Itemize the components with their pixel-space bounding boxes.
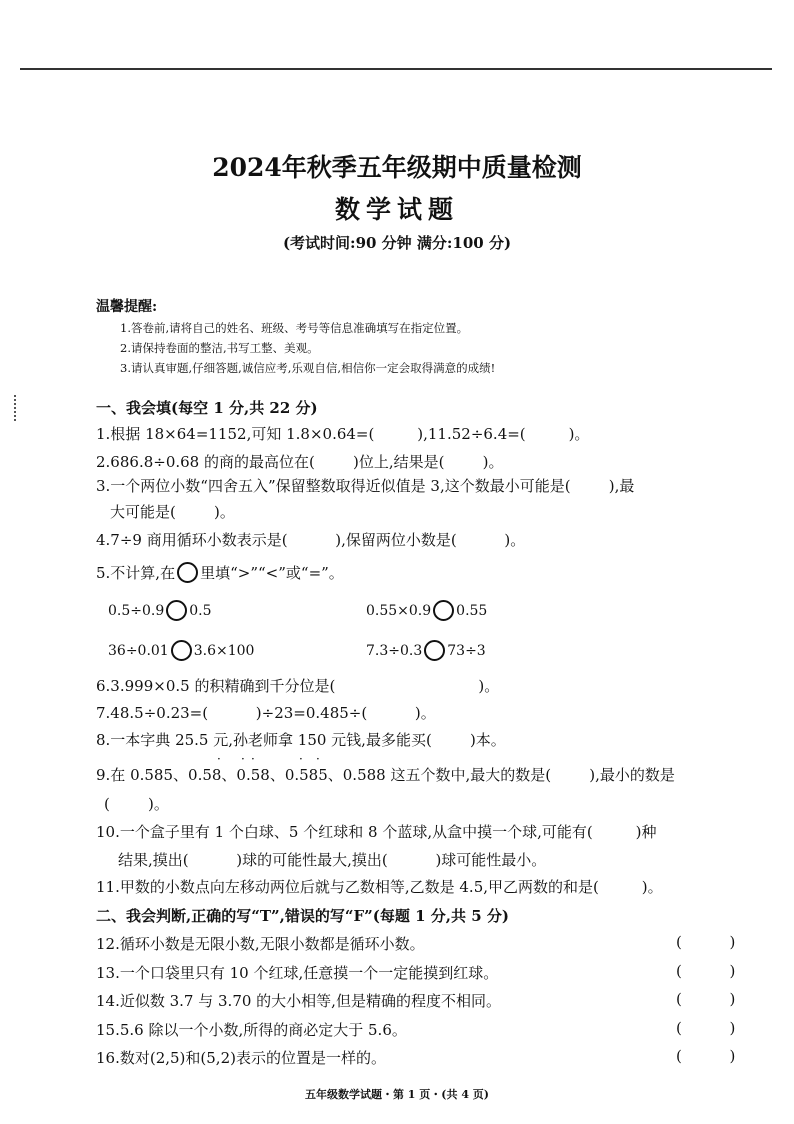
question-3-line-2: 大可能是( )。: [110, 503, 235, 521]
page-footer: 五年级数学试题・第 1 页・(共 4 页): [304, 1088, 490, 1101]
question-16: 16.数对(2,5)和(5,2)表示的位置是一样的。: [96, 1049, 386, 1067]
exam-info: (考试时间:90 分钟 满分:100 分): [282, 234, 512, 252]
question-3-line-1: 3.一个两位小数“四舍五入”保留整数取得近似值是 3,这个数最小可能是( ),最: [96, 477, 635, 495]
compare-right: 0.5: [189, 602, 212, 619]
tip-item: 2.请保持卷面的整洁,书写工整、美观。: [120, 341, 319, 355]
compare-circle-icon[interactable]: [171, 640, 192, 661]
section-1-heading: 一、我会填(每空 1 分,共 22 分): [96, 399, 318, 417]
question-5-suffix: 里填“>”“<”或“=”。: [200, 564, 344, 582]
recurring-dot: ·: [241, 752, 245, 766]
top-rule: [20, 68, 772, 70]
compare-left: 0.5÷0.9: [108, 602, 165, 619]
compare-left: 7.3÷0.3: [366, 642, 423, 659]
compare-right: 73÷3: [447, 642, 486, 659]
question-4: 4.7÷9 商用循环小数表示是( ),保留两位小数是( )。: [96, 531, 526, 549]
compare-circle-icon[interactable]: [424, 640, 445, 661]
tips-heading: 温馨提醒:: [96, 299, 158, 315]
compare-left: 36÷0.01: [108, 642, 169, 659]
compare-item: [366, 640, 486, 661]
compare-left: 0.55×0.9: [366, 602, 432, 619]
binding-marks: [14, 395, 22, 421]
compare-item: [108, 640, 254, 661]
compare-right: 0.55: [456, 602, 488, 619]
recurring-dot: ·: [217, 752, 221, 766]
question-12: 12.循环小数是无限小数,无限小数都是循环小数。: [96, 935, 425, 953]
answer-blank[interactable]: ( ): [676, 962, 736, 980]
compare-right: 3.6×100: [193, 642, 255, 659]
answer-blank[interactable]: ( ): [676, 1019, 736, 1037]
question-5: [96, 562, 344, 583]
question-15: 15.5.6 除以一个小数,所得的商必定大于 5.6。: [96, 1021, 407, 1039]
question-8: 8.一本字典 25.5 元,孙老师拿 150 元钱,最多能买( )本。: [96, 731, 506, 749]
tip-item: 3.请认真审题,仔细答题,诚信应考,乐观自信,相信你一定会取得满意的成绩!: [120, 361, 496, 375]
answer-blank[interactable]: ( ): [676, 933, 736, 951]
compare-circle-icon[interactable]: [166, 600, 187, 621]
question-10-line-1: 10.一个盒子里有 1 个白球、5 个红球和 8 个蓝球,从盒中摸一个球,可能有( )种: [96, 823, 657, 841]
question-11: 11.甲数的小数点向左移动两位后就与乙数相等,乙数是 4.5,甲乙两数的和是( )。: [96, 878, 663, 896]
question-10-line-2: 结果,摸出( )球的可能性最大,摸出( )球可能性最小。: [118, 851, 547, 869]
question-5-prefix: 5.不计算,在: [96, 564, 176, 582]
question-13: 13.一个口袋里只有 10 个红球,任意摸一个一定能摸到红球。: [96, 964, 499, 982]
question-6: 6.3.999×0.5 的积精确到千分位是( )。: [96, 677, 500, 695]
section-2-heading: 二、我会判断,正确的写“T”,错误的写“F”(每题 1 分,共 5 分): [96, 907, 509, 925]
question-2: 2.686.8÷0.68 的商的最高位在( )位上,结果是( )。: [96, 453, 504, 471]
question-7: 7.48.5÷0.23=( )÷23=0.485÷( )。: [96, 704, 436, 722]
answer-blank[interactable]: ( ): [676, 1047, 736, 1065]
tip-item: 1.答卷前,请将自己的姓名、班级、考号等信息准确填写在指定位置。: [120, 321, 469, 335]
answer-blank[interactable]: ( ): [676, 990, 736, 1008]
recurring-dot: ·: [299, 752, 303, 766]
exam-title: 2024年秋季五年级期中质量检测: [212, 153, 582, 182]
question-14: 14.近似数 3.7 与 3.70 的大小相等,但是精确的程度不相同。: [96, 992, 501, 1010]
exam-subtitle: 数学试题: [334, 195, 459, 224]
question-9-line-1: 9.在 0.585、0.58、0.58、0.585、0.588 这五个数中,最大的数是( ),最小的数是: [96, 766, 675, 784]
question-9-line-2: ( )。: [104, 795, 169, 813]
question-1: 1.根据 18×64=1152,可知 1.8×0.64=( ),11.52÷6.4=( )。: [96, 425, 590, 443]
recurring-dot: ·: [316, 752, 320, 766]
recurring-dot: ·: [251, 752, 255, 766]
compare-item: [108, 600, 212, 621]
compare-circle-icon[interactable]: [433, 600, 454, 621]
compare-item: [366, 600, 487, 621]
blank-circle-icon: [177, 562, 198, 583]
